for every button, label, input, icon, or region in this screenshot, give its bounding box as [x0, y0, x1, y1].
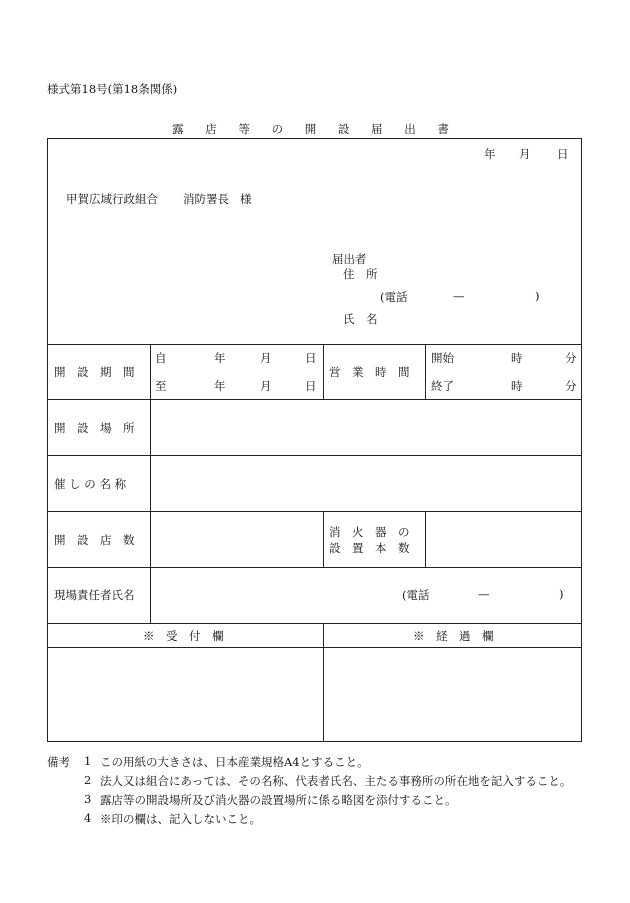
address-label: 住 所: [343, 267, 378, 281]
addressee-title: 消防署長: [183, 192, 229, 206]
period-from-year: 年: [214, 351, 226, 365]
column-divider: [323, 623, 324, 742]
period-from-day: 日: [305, 351, 317, 365]
site-manager-label: 現場責任者氏名: [54, 588, 135, 602]
stall-count-label: 開 設 店 数: [54, 533, 135, 547]
column-divider: [150, 344, 151, 623]
date-month-label: 月: [519, 147, 531, 161]
extinguisher-label-line2: 設 置 本 数: [329, 541, 410, 555]
period-to-month: 月: [260, 379, 272, 393]
row-divider: [48, 399, 581, 400]
document-title: 露 店 等 の 開 設 届 出 書: [172, 122, 458, 136]
note-number: 1: [84, 754, 92, 768]
progress-column-header: ※ 経 過 欄: [413, 629, 494, 643]
event-name-label: 催 し の 名 称: [54, 477, 127, 491]
phone-open-label: (電話: [380, 290, 408, 304]
row-divider: [48, 455, 581, 456]
note-text: 露店等の開設場所及び消火器の設置場所に係る略図を添付すること。: [100, 793, 457, 807]
row-divider: [48, 511, 581, 512]
name-label: 氏 名: [343, 312, 378, 326]
addressee-organization: 甲賀広域行政組合: [66, 192, 158, 206]
period-label: 開 設 期 間: [54, 365, 135, 379]
business-start-minute: 分: [565, 351, 577, 365]
note-number: 3: [84, 792, 92, 806]
period-from-month: 月: [260, 351, 272, 365]
business-end-label: 終了: [431, 379, 454, 393]
form-number-label: 様式第18号(第18条関係): [47, 82, 178, 96]
site-manager-phone-open: (電話: [402, 588, 430, 602]
period-to-day: 日: [305, 379, 317, 393]
site-manager-phone-close: ): [559, 587, 564, 601]
period-to-label: 至: [155, 379, 167, 393]
note-number: 2: [84, 773, 92, 787]
column-divider: [425, 511, 426, 567]
row-divider: [48, 344, 581, 345]
note-number: 4: [84, 811, 92, 825]
period-to-year: 年: [214, 379, 226, 393]
note-text: この用紙の大きさは、日本産業規格A4とすること。: [100, 755, 369, 769]
extinguisher-label-line1: 消 火 器 の: [329, 525, 410, 539]
business-end-minute: 分: [565, 379, 577, 393]
row-divider: [48, 623, 581, 624]
row-divider: [48, 567, 581, 568]
period-from-label: 自: [155, 351, 167, 365]
column-divider: [425, 344, 426, 399]
note-text: 法人又は組合にあっては、その名称、代表者氏名、主たる事務所の所在地を記入すること。: [100, 774, 572, 788]
column-divider: [323, 344, 324, 399]
business-end-hour: 時: [511, 379, 523, 393]
addressee-honorific: 様: [240, 192, 252, 206]
notifier-label: 届出者: [332, 252, 367, 266]
date-year-label: 年: [484, 147, 496, 161]
business-start-label: 開始: [431, 351, 454, 365]
reception-column-header: ※ 受 付 欄: [143, 629, 224, 643]
business-hours-label: 営 業 時 間: [329, 365, 410, 379]
site-manager-phone-dash: —: [478, 587, 490, 601]
form-table: [47, 138, 582, 742]
business-start-hour: 時: [511, 351, 523, 365]
date-day-label: 日: [557, 147, 569, 161]
phone-close: ): [535, 289, 540, 303]
note-text: ※印の欄は、記入しないこと。: [100, 812, 261, 826]
place-label: 開 設 場 所: [54, 421, 135, 435]
notes-heading: 備考: [47, 755, 70, 769]
row-divider: [48, 647, 581, 648]
phone-dash: —: [453, 289, 465, 303]
column-divider: [323, 511, 324, 567]
